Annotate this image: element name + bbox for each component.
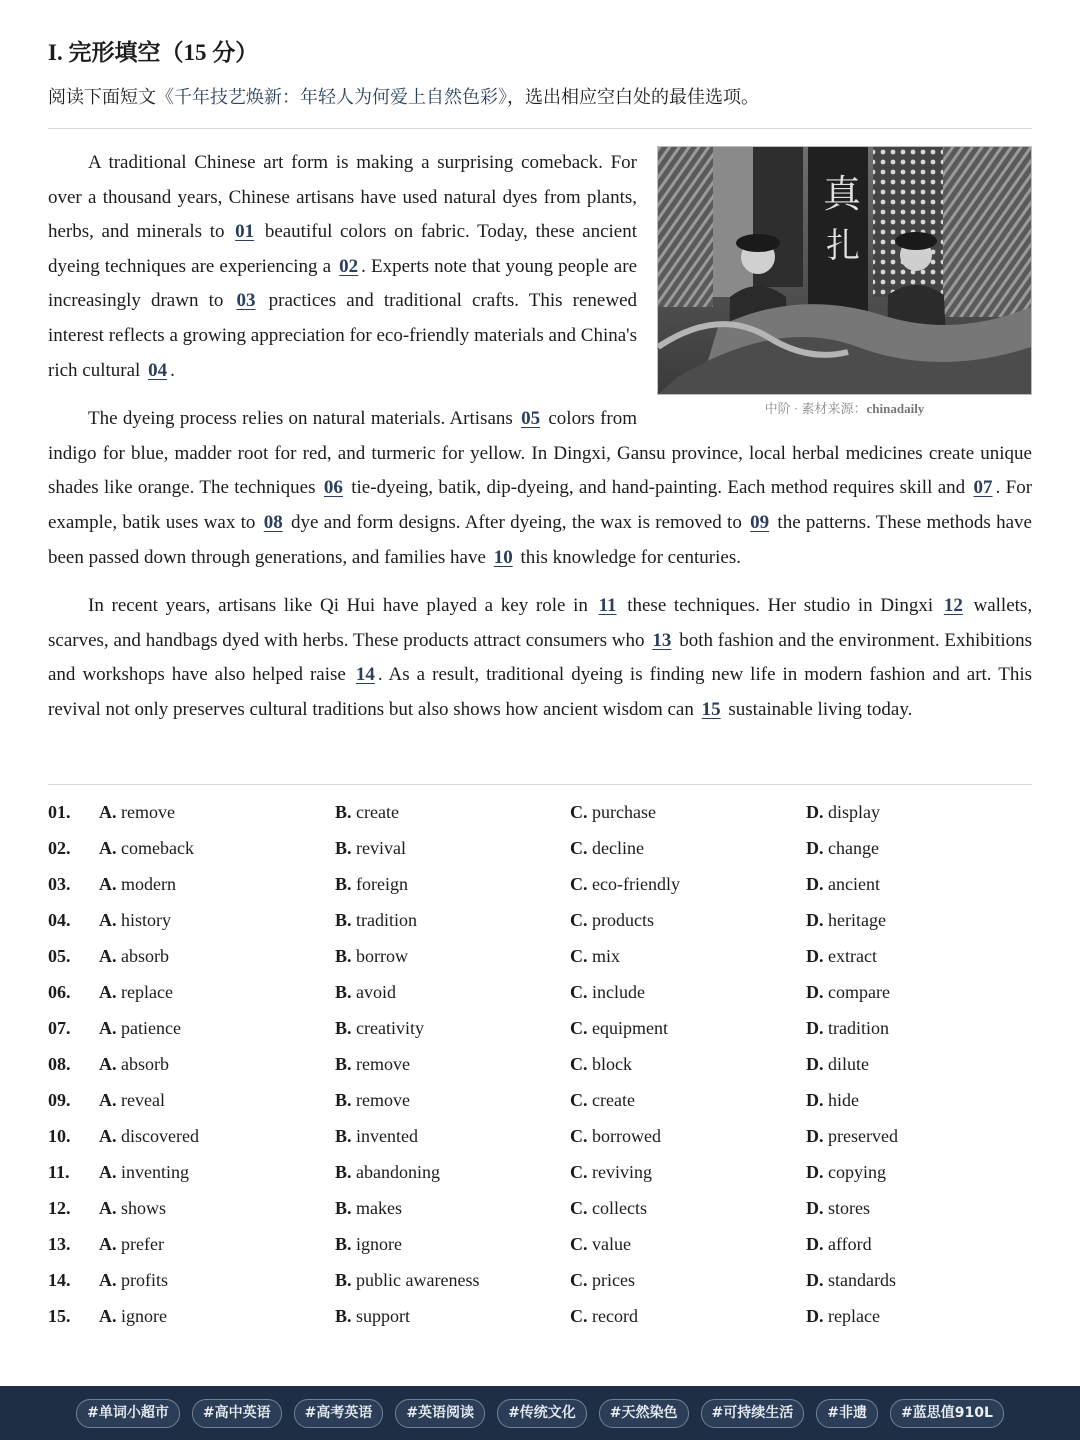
option-d[interactable] xyxy=(806,1118,898,1154)
option-d[interactable] xyxy=(806,830,879,866)
option-c[interactable] xyxy=(570,938,620,974)
text-span: . As a result, traditional dyeing is finding new life in modern fashion and art. This revival not only preserves cultural traditions but also shows how ancient wisdom can xyxy=(48,664,1032,720)
question-number: 04. xyxy=(48,910,71,930)
text-span: sustainable living today. xyxy=(728,698,913,720)
option-text: compare xyxy=(828,982,890,1002)
option-letter: A. xyxy=(99,1018,117,1038)
text-span: colors from indigo for blue, madder root for red, and turmeric for yellow. In Dingxi, Gansu province, local herbal medicines create unique shades like orange. The techniques xyxy=(48,408,1032,499)
paragraph-2 xyxy=(48,402,1032,575)
blank-12: 12 xyxy=(943,595,963,617)
option-text: modern xyxy=(121,874,176,894)
option-letter: A. xyxy=(99,802,117,822)
question-number: 06. xyxy=(48,982,71,1002)
option-text: comeback xyxy=(121,838,194,858)
question-row xyxy=(48,830,1032,866)
option-letter: C. xyxy=(570,1090,588,1110)
question-number: 05. xyxy=(48,946,71,966)
question-row xyxy=(48,1190,1032,1226)
blank-11: 11 xyxy=(598,595,617,617)
text-span: The dyeing process relies on natural materials. Artisans xyxy=(88,408,513,430)
option-letter: D. xyxy=(806,1054,824,1074)
option-letter: B. xyxy=(335,1162,352,1182)
option-a[interactable] xyxy=(99,1118,199,1154)
question-row xyxy=(48,1226,1032,1262)
option-text: prefer xyxy=(121,1234,164,1254)
option-text: stores xyxy=(828,1198,870,1218)
option-a[interactable] xyxy=(99,1262,168,1298)
option-c[interactable] xyxy=(570,974,645,1010)
tag-lexile-910l[interactable]: #蓝思值910L xyxy=(890,1399,1004,1428)
option-c[interactable] xyxy=(570,1118,661,1154)
option-text: afford xyxy=(828,1234,872,1254)
option-text: history xyxy=(121,910,172,930)
question-number: 10. xyxy=(48,1126,71,1146)
question-row xyxy=(48,1298,1032,1334)
text-span: this knowledge for centuries. xyxy=(520,546,741,568)
divider-top xyxy=(48,128,1032,129)
option-letter: C. xyxy=(570,838,588,858)
text-span: In recent years, artisans like Qi Hui have played a key role in xyxy=(88,595,588,617)
option-a[interactable] xyxy=(99,1298,167,1334)
option-letter: B. xyxy=(335,1018,352,1038)
option-letter: B. xyxy=(335,1234,352,1254)
option-letter: C. xyxy=(570,1270,588,1290)
option-c[interactable] xyxy=(570,1154,652,1190)
option-letter: D. xyxy=(806,874,824,894)
option-text: create xyxy=(592,1090,635,1110)
option-letter: B. xyxy=(335,1198,352,1218)
article-title: 《千年技艺焕新：年轻人为何爱上自然色彩》 xyxy=(156,87,507,107)
question-number: 15. xyxy=(48,1306,71,1326)
question-row xyxy=(48,974,1032,1010)
option-letter: C. xyxy=(570,1198,588,1218)
divider-options xyxy=(48,784,1032,785)
option-b[interactable] xyxy=(335,974,396,1010)
tag-english-reading[interactable]: #英语阅读 xyxy=(395,1399,485,1428)
question-number: 07. xyxy=(48,1018,71,1038)
option-letter: B. xyxy=(335,1054,352,1074)
question-row xyxy=(48,1046,1032,1082)
option-letter: B. xyxy=(335,982,352,1002)
option-a[interactable] xyxy=(99,794,175,830)
option-d[interactable] xyxy=(806,1082,859,1118)
option-b[interactable] xyxy=(335,830,406,866)
blank-15: 15 xyxy=(701,698,721,720)
option-text: public awareness xyxy=(356,1270,480,1290)
option-a[interactable] xyxy=(99,1010,181,1046)
blank-04: 04 xyxy=(148,359,168,381)
option-c[interactable] xyxy=(570,1082,635,1118)
option-text: record xyxy=(592,1306,638,1326)
option-d[interactable] xyxy=(806,974,890,1010)
text-span: tie-dyeing, batik, dip-dyeing, and hand-painting. Each method requires skill and xyxy=(351,477,966,499)
option-b[interactable] xyxy=(335,1262,479,1298)
text-span: the patterns. These methods have been passed down through generations, and families have xyxy=(48,511,1032,568)
question-number: 03. xyxy=(48,874,71,894)
question-number: 09. xyxy=(48,1090,71,1110)
question-number: 13. xyxy=(48,1234,71,1254)
tag-high-school-english[interactable]: #高中英语 xyxy=(192,1399,282,1428)
photo-dyeing-artisans xyxy=(657,146,1032,395)
option-c[interactable] xyxy=(570,1262,635,1298)
option-text: replace xyxy=(828,1306,880,1326)
option-letter: C. xyxy=(570,802,588,822)
question-number: 12. xyxy=(48,1198,71,1218)
option-c[interactable] xyxy=(570,866,680,902)
option-text: tradition xyxy=(828,1018,889,1038)
option-letter: C. xyxy=(570,874,588,894)
option-letter: B. xyxy=(335,838,352,858)
question-row xyxy=(48,794,1032,830)
blank-09: 09 xyxy=(750,511,770,533)
text-span: both fashion and the environment. Exhibitions and workshops have also helped raise xyxy=(48,629,1033,686)
question-number: 01. xyxy=(48,802,71,822)
question-row xyxy=(48,1262,1032,1298)
option-letter: D. xyxy=(806,802,824,822)
option-text: products xyxy=(592,910,654,930)
question-number: 08. xyxy=(48,1054,71,1074)
option-c[interactable] xyxy=(570,1298,638,1334)
instructions-prefix: 阅读下面短文 xyxy=(48,87,156,107)
option-letter: C. xyxy=(570,1126,588,1146)
question-number: 14. xyxy=(48,1270,71,1290)
option-letter: D. xyxy=(806,910,824,930)
option-text: profits xyxy=(121,1270,168,1290)
option-letter: B. xyxy=(335,1126,352,1146)
option-text: reveal xyxy=(121,1090,165,1110)
option-letter: A. xyxy=(99,1162,117,1182)
text-span: . xyxy=(170,359,175,381)
option-letter: D. xyxy=(806,1018,824,1038)
option-text: inventing xyxy=(121,1162,189,1182)
option-letter: D. xyxy=(806,1234,824,1254)
text-span: these techniques. Her studio in Dingxi xyxy=(627,595,934,617)
option-letter: A. xyxy=(99,1270,117,1290)
blank-01: 01 xyxy=(235,221,255,243)
option-text: borrow xyxy=(356,946,409,966)
option-d[interactable] xyxy=(806,1262,896,1298)
tag-bar xyxy=(0,1386,1080,1440)
question-row xyxy=(48,1118,1032,1154)
option-text: avoid xyxy=(356,982,397,1002)
option-b[interactable] xyxy=(335,1154,440,1190)
option-text: mix xyxy=(592,946,621,966)
option-c[interactable] xyxy=(570,1010,668,1046)
question-row xyxy=(48,938,1032,974)
option-text: change xyxy=(828,838,879,858)
question-row xyxy=(48,866,1032,902)
option-d[interactable] xyxy=(806,1298,880,1334)
option-a[interactable] xyxy=(99,902,171,938)
option-d[interactable] xyxy=(806,1154,886,1190)
question-number: 11. xyxy=(48,1162,70,1182)
option-text: create xyxy=(356,802,399,822)
option-a[interactable] xyxy=(99,1190,166,1226)
option-text: creativity xyxy=(356,1018,424,1038)
option-letter: A. xyxy=(99,910,117,930)
option-letter: A. xyxy=(99,838,117,858)
option-letter: B. xyxy=(335,1270,352,1290)
option-letter: C. xyxy=(570,910,588,930)
option-letter: D. xyxy=(806,1090,824,1110)
option-b[interactable] xyxy=(335,938,408,974)
option-text: ignore xyxy=(121,1306,167,1326)
option-b[interactable] xyxy=(335,866,408,902)
option-b[interactable] xyxy=(335,1046,410,1082)
section-title: I. 完形填空（15 分） xyxy=(48,40,259,65)
text-span: A traditional Chinese art form is making a surprising comeback. For over a thousand years, Chinese artisans have used natural dyes from plants, herbs, and minerals to xyxy=(48,152,637,243)
text-span: wallets, scarves, and handbags dyed with herbs. These products attract consumers who xyxy=(48,595,1033,651)
option-text: prices xyxy=(592,1270,635,1290)
option-text: absorb xyxy=(121,1054,169,1074)
option-text: heritage xyxy=(828,910,886,930)
option-d[interactable] xyxy=(806,1046,869,1082)
option-c[interactable] xyxy=(570,902,654,938)
option-text: foreign xyxy=(356,874,408,894)
option-d[interactable] xyxy=(806,902,886,938)
option-a[interactable] xyxy=(99,1226,164,1262)
option-b[interactable] xyxy=(335,1118,418,1154)
option-letter: B. xyxy=(335,874,352,894)
option-text: block xyxy=(592,1054,632,1074)
option-a[interactable] xyxy=(99,938,169,974)
option-text: makes xyxy=(356,1198,402,1218)
option-text: patience xyxy=(121,1018,181,1038)
option-text: remove xyxy=(356,1054,410,1074)
blank-14: 14 xyxy=(355,664,375,686)
option-text: preserved xyxy=(828,1126,898,1146)
instructions-suffix: ，选出相应空白处的最佳选项。 xyxy=(507,87,759,107)
option-d[interactable] xyxy=(806,794,880,830)
option-text: borrowed xyxy=(592,1126,661,1146)
option-text: include xyxy=(592,982,645,1002)
option-text: extract xyxy=(828,946,877,966)
caption-source: chinadaily xyxy=(866,401,925,416)
svg-text:扎: 扎 xyxy=(826,226,860,266)
text-span: . For example, batik uses wax to xyxy=(48,477,1033,533)
option-text: absorb xyxy=(121,946,169,966)
option-letter: D. xyxy=(806,1270,824,1290)
option-a[interactable] xyxy=(99,866,176,902)
option-letter: C. xyxy=(570,982,588,1002)
option-letter: A. xyxy=(99,1126,117,1146)
option-a[interactable] xyxy=(99,1082,165,1118)
option-letter: A. xyxy=(99,1054,117,1074)
option-a[interactable] xyxy=(99,974,173,1010)
option-b[interactable] xyxy=(335,1226,402,1262)
option-letter: B. xyxy=(335,802,352,822)
option-text: abandoning xyxy=(356,1162,440,1182)
option-text: equipment xyxy=(592,1018,668,1038)
blank-05: 05 xyxy=(521,408,541,430)
question-row xyxy=(48,1082,1032,1118)
option-text: replace xyxy=(121,982,173,1002)
option-letter: B. xyxy=(335,1090,352,1110)
option-letter: A. xyxy=(99,982,117,1002)
option-d[interactable] xyxy=(806,866,880,902)
option-letter: B. xyxy=(335,1306,352,1326)
caption-prefix: 中阶 · 素材来源： xyxy=(764,401,867,416)
option-c[interactable] xyxy=(570,1190,647,1226)
tag-natural-dyeing[interactable]: #天然染色 xyxy=(599,1399,689,1428)
blank-06: 06 xyxy=(323,477,343,499)
option-text: display xyxy=(828,802,880,822)
option-letter: D. xyxy=(806,1126,824,1146)
options-list xyxy=(48,794,1032,1334)
text-span: beautiful colors on fabric. Today, these ancient dyeing techniques are experiencing a xyxy=(48,221,638,277)
question-row xyxy=(48,1010,1032,1046)
option-letter: A. xyxy=(99,1306,117,1326)
blank-13: 13 xyxy=(652,629,672,651)
option-c[interactable] xyxy=(570,1226,631,1262)
question-number: 02. xyxy=(48,838,71,858)
option-d[interactable] xyxy=(806,1226,872,1262)
blank-07: 07 xyxy=(973,477,993,499)
option-text: collects xyxy=(592,1198,647,1218)
option-letter: A. xyxy=(99,946,117,966)
option-letter: C. xyxy=(570,1054,588,1074)
option-letter: B. xyxy=(335,946,352,966)
option-b[interactable] xyxy=(335,1298,410,1334)
blank-02: 02 xyxy=(339,255,359,277)
option-letter: D. xyxy=(806,838,824,858)
option-text: purchase xyxy=(592,802,656,822)
option-text: support xyxy=(356,1306,411,1326)
option-c[interactable] xyxy=(570,830,644,866)
option-text: standards xyxy=(828,1270,896,1290)
option-text: eco-friendly xyxy=(592,874,680,894)
option-text: remove xyxy=(121,802,175,822)
option-text: value xyxy=(592,1234,631,1254)
option-c[interactable] xyxy=(570,1046,632,1082)
option-letter: D. xyxy=(806,1162,824,1182)
option-d[interactable] xyxy=(806,938,877,974)
blank-03: 03 xyxy=(236,290,256,312)
option-text: reviving xyxy=(592,1162,652,1182)
option-d[interactable] xyxy=(806,1010,889,1046)
question-row xyxy=(48,902,1032,938)
figure-caption xyxy=(657,399,1032,419)
tag-sustainable-living[interactable]: #可持续生活 xyxy=(701,1399,805,1428)
option-letter: C. xyxy=(570,946,588,966)
option-text: shows xyxy=(121,1198,167,1218)
option-a[interactable] xyxy=(99,1154,189,1190)
instructions xyxy=(48,82,759,112)
text-span: dye and form designs. After dyeing, the wax is removed to xyxy=(291,511,742,533)
option-text: copying xyxy=(828,1162,886,1182)
passage xyxy=(48,146,1032,742)
option-text: revival xyxy=(356,838,406,858)
tag-intangible-heritage[interactable]: #非遗 xyxy=(816,1399,878,1428)
option-b[interactable] xyxy=(335,794,399,830)
option-text: remove xyxy=(356,1090,410,1110)
option-b[interactable] xyxy=(335,902,417,938)
option-b[interactable] xyxy=(335,1082,410,1118)
tag-vocabulary-market[interactable]: #单词小超市 xyxy=(76,1399,180,1428)
paragraph-3 xyxy=(48,589,1032,727)
option-text: hide xyxy=(828,1090,859,1110)
option-letter: D. xyxy=(806,982,824,1002)
option-b[interactable] xyxy=(335,1190,402,1226)
option-letter: C. xyxy=(570,1306,588,1326)
blank-10: 10 xyxy=(493,546,513,568)
option-letter: A. xyxy=(99,1234,117,1254)
option-letter: D. xyxy=(806,1306,824,1326)
option-b[interactable] xyxy=(335,1010,424,1046)
option-text: dilute xyxy=(828,1054,869,1074)
blank-08: 08 xyxy=(263,511,283,533)
option-letter: B. xyxy=(335,910,352,930)
option-text: ignore xyxy=(356,1234,402,1254)
option-letter: C. xyxy=(570,1234,588,1254)
option-letter: A. xyxy=(99,874,117,894)
option-text: ancient xyxy=(828,874,880,894)
option-c[interactable] xyxy=(570,794,656,830)
option-letter: D. xyxy=(806,1198,824,1218)
option-d[interactable] xyxy=(806,1190,870,1226)
option-text: decline xyxy=(592,838,644,858)
tag-gaokao-english[interactable]: #高考英语 xyxy=(294,1399,384,1428)
option-text: tradition xyxy=(356,910,418,930)
option-a[interactable] xyxy=(99,830,194,866)
text-span: practices and traditional crafts. This renewed interest reflects a growing appreciation for eco-friendly materials and China's rich cultural xyxy=(48,290,637,381)
question-row xyxy=(48,1154,1032,1190)
option-text: invented xyxy=(356,1126,418,1146)
option-letter: A. xyxy=(99,1198,117,1218)
tag-traditional-culture[interactable]: #传统文化 xyxy=(497,1399,587,1428)
option-letter: A. xyxy=(99,1090,117,1110)
figure xyxy=(657,146,1032,419)
option-letter: C. xyxy=(570,1162,588,1182)
option-text: discovered xyxy=(121,1126,199,1146)
svg-text:真: 真 xyxy=(823,172,862,216)
option-letter: C. xyxy=(570,1018,588,1038)
option-a[interactable] xyxy=(99,1046,169,1082)
text-span: . Experts note that young people are increasingly drawn to xyxy=(48,255,637,312)
option-letter: D. xyxy=(806,946,824,966)
